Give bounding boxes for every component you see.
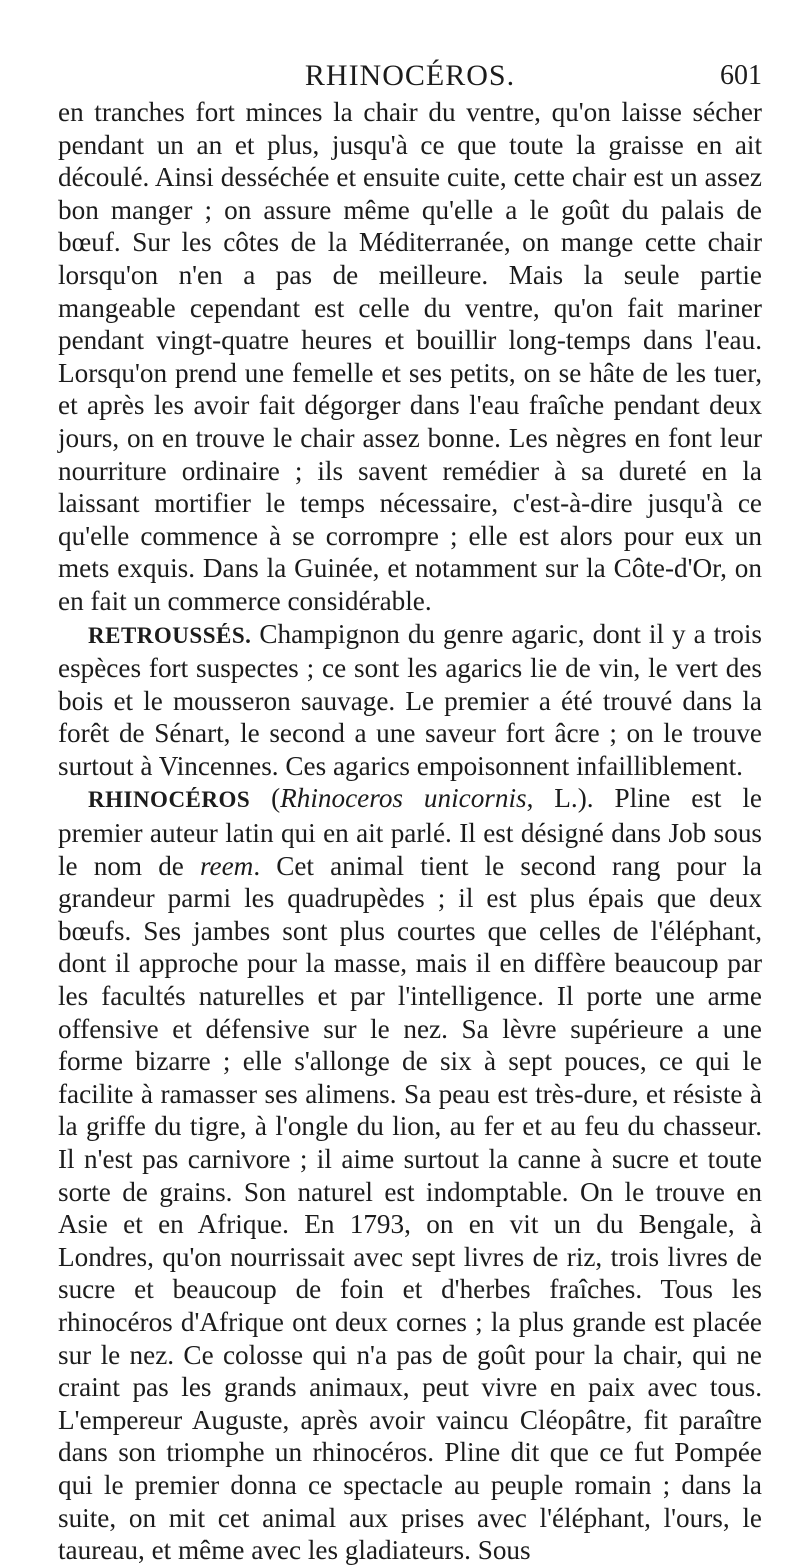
body-text <box>58 96 762 1567</box>
paragraph-text: en tranches fort minces la chair du ventre, qu'on laisse sécher pendant un an et plus, jusqu'à ce que toute la graisse en ait découlé. Ainsi desséchée et ensuite cuite, cette chair est un assez bon manger ; on assure même qu'elle a le goût du palais de bœuf. Sur les côtes de la Méditerranée, on mange cette chair lorsqu'on n'en a pas de meilleure. Mais la seule partie mangeable cependant est celle du ventre, qu'on fait mariner pendant vingt-quatre heures et bouillir long-temps dans l'eau. Lorsqu'on prend une femelle et ses petits, on se hâte de les tuer, et après les avoir fait dégorger dans l'eau fraîche pendant deux jours, on en trouve le chair assez bonne. Les nègres en font leur nourriture ordinaire ; ils savent remédier à sa dureté en la laissant mortifier le temps nécessaire, c'est-à-dire jusqu'à ce qu'elle commence à se corrompre ; elle est alors pour eux un mets exquis. Dans la Guinée, et notamment sur la Côte-d'Or, on en fait un commerce considérable. <box>58 97 762 616</box>
entry-rhinoceros <box>58 782 762 1566</box>
latin-name: Rhinoceros unicornis <box>280 783 527 814</box>
entry-retrousses <box>58 618 762 783</box>
entry-text: Champignon du genre agaric, dont il y a trois espèces fort suspectes ; ce sont les agarics lie de vin, le vert des bois et le mousseron sauvage. Le premier a été trouvé dans la forêt de Sénart, le second a une saveur fort âcre ; on le trouve surtout à Vincennes. Ces agarics empoisonnent infailliblement. <box>58 618 762 781</box>
entry-text-continued: . Cet animal tient le second rang pour la grandeur parmi les quadrupèdes ; il est plus épais que deux bœufs. Ses jambes sont plus courtes que celles de l'éléphant, dont il approche pour la masse, mais il en diffère beaucoup par les facultés naturelles et par l'intelligence. Il porte une arme offensive et défensive sur le nez. Sa lèvre supérieure a une forme bizarre ; elle s'allonge de six à sept pouces, ce qui le facilite à ramasser ses alimens. Sa peau est très-dure, et résiste à la griffe du tigre, à l'ongle du lion, au fer et au feu du chasseur. Il n'est pas carnivore ; il aime surtout la canne à sucre et toute sorte de grains. Son naturel est indomptable. On le trouve en Asie et en Afrique. En 1793, on en vit un du Bengale, à Londres, qu'on nourrissait avec sept livres de riz, trois livres de sucre et beaucoup de foin et d'herbes fraîches. Tous les rhinocéros d'Afrique ont deux cornes ; la plus grande est placée sur le nez. Ce colosse qui n'a pas de goût pour la chair, qui ne craint pas les grands animaux, peut vivre en paix avec tous. L'empereur Auguste, après avoir vaincu Cléopâtre, fit paraître dans son triomphe un rhinocéros. Pline dit que ce fut Pompée qui le premier donna ce spectacle au peuple romain ; dans la suite, on mit cet animal aux prises avec l'éléphant, l'ours, le taureau, et même avec les gladiateurs. Sous <box>58 850 762 1566</box>
running-head <box>58 58 762 94</box>
paragraph-continuation <box>58 96 762 618</box>
running-title: RHINOCÉROS. <box>304 59 516 92</box>
page-number: 601 <box>720 60 762 91</box>
entry-text: Pline est le premier auteur latin qui en ait parlé. Il est désigné dans Job sous le nom de <box>58 783 762 881</box>
entry-headword: RETROUSSÉS. <box>88 622 252 648</box>
hebrew-term: reem <box>199 850 254 881</box>
latin-paren-open: ( <box>250 783 281 814</box>
latin-paren-close: , L.). <box>526 783 594 814</box>
entry-headword: RHINOCÉROS <box>88 787 251 813</box>
